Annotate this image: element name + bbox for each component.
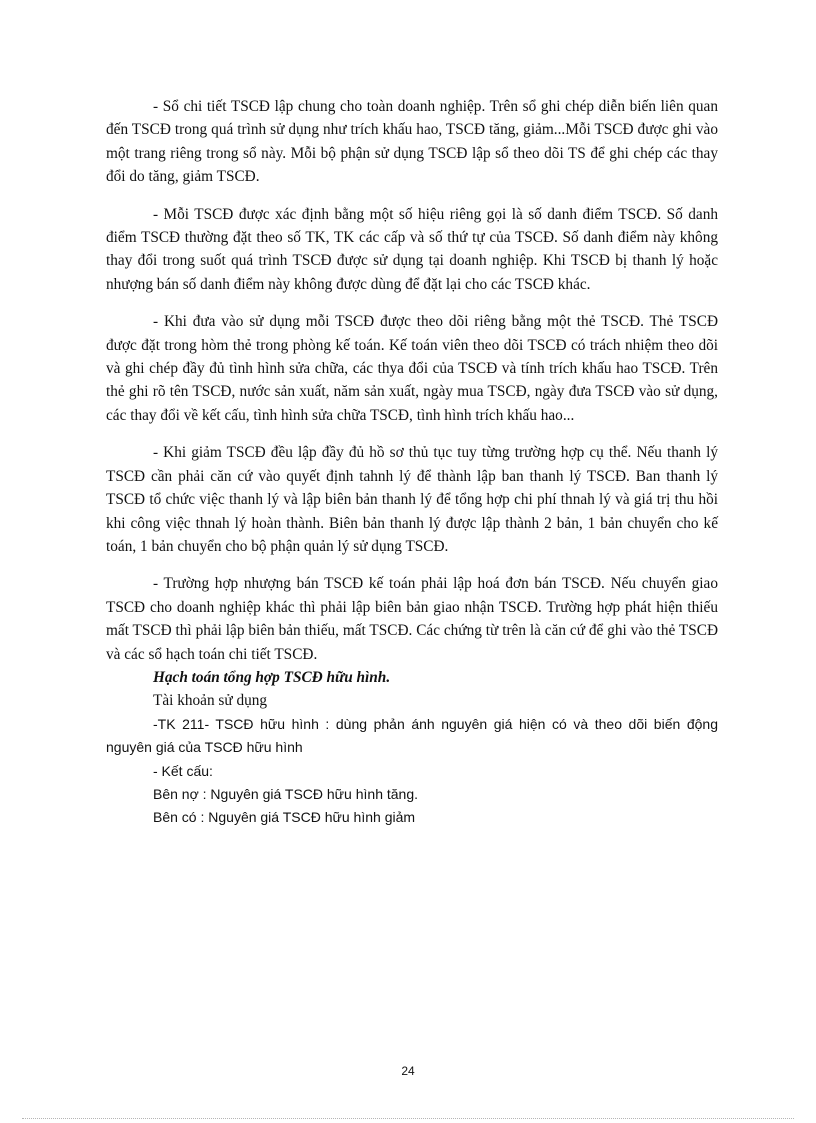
document-body [106, 95, 718, 830]
paragraph-asset-disposal: - Khi giảm TSCĐ đều lập đầy đủ hồ sơ thủ tục tuy từng trường hợp cụ thể. Nếu thanh lý TSCĐ cần phải căn cứ vào quyết định tahnh lý để thành lập ban thanh lý TSCĐ. Ban thanh lý TSCĐ tổ chức việc thanh lý và lập biên bản thanh lý để tổng hợp chi phí thnah lý và giá trị thu hồi khi công việc thnah lý hoàn thành. Biên bản thanh lý được lập thành 2 bản, 1 bản chuyển cho kế toán, 1 bản chuyển cho bộ phận quản lý sử dụng TSCĐ. [106, 444, 718, 555]
section-heading: Hạch toán tổng hợp TSCĐ hữu hình. [153, 668, 391, 686]
page-number: 24 [401, 1064, 415, 1078]
structure-label: - Kết cấu: [153, 762, 213, 779]
credit-side-line: Bên có : Nguyên giá TSCĐ hữu hình giảm [153, 809, 416, 826]
account-description: -TK 211- TSCĐ hữu hình : dùng phản ánh nguyên giá hiện có và theo dõi biến động nguyên giá của TSCĐ hữu hình [106, 715, 718, 756]
paragraph-asset-code: - Mỗi TSCĐ được xác định bằng một số hiệu riêng gọi là số danh điểm TSCĐ. Số danh điểm TSCĐ thường đặt theo số TK, TK các cấp và số thứ tự của TSCĐ. Số danh điểm này không thay đổi trong suốt quá trình TSCĐ được sử dụng tại doanh nghiệp. Khi TSCĐ bị thanh lý hoặc nhượng bán số danh điểm này không được dùng để đặt lại cho các TSCĐ khác. [106, 205, 718, 293]
page-bottom-rule [22, 1118, 794, 1119]
debit-side-line: Bên nợ : Nguyên giá TSCĐ hữu hình tăng. [153, 785, 419, 802]
paragraph-asset-card: - Khi đưa vào sử dụng mỗi TSCĐ được theo dõi riêng bằng một thẻ TSCĐ. Thẻ TSCĐ được đặt trong hòm thẻ trong phòng kế toán. Kế toán viên theo dõi TSCĐ có trách nhiệm theo dõi và ghi chép đầy đủ tình hình sửa chữa, các thya đổi của TSCĐ và tính trích khấu hao TSCĐ. Trên thẻ ghi rõ tên TSCĐ, nước sản xuất, năm sản xuất, ngày mua TSCĐ, ngày đưa TSCĐ vào sử dụng, các thay đổi về kết cấu, tình hình sửa chữa TSCĐ, tình hình trích khấu hao... [106, 313, 718, 424]
paragraph-asset-transfer: - Trường hợp nhượng bán TSCĐ kế toán phải lập hoá đơn bán TSCĐ. Nếu chuyển giao TSCĐ cho doanh nghiệp khác thì phải lập biên bản giao nhận TSCĐ. Trường hợp phát hiện thiếu mất TSCĐ thì phải lập biên bản thiếu, mất TSCĐ. Các chứng từ trên là căn cứ để ghi vào thẻ TSCĐ và các sổ hạch toán chi tiết TSCĐ. [106, 575, 718, 663]
account-label: Tài khoản sử dụng [153, 692, 268, 710]
paragraph-ledger: - Sổ chi tiết TSCĐ lập chung cho toàn doanh nghiệp. Trên sổ ghi chép diễn biến liên quan đến TSCĐ trong quá trình sử dụng như trích khấu hao, TSCĐ tăng, giảm...Mỗi TSCĐ được ghi vào một trang riêng trong sổ này. Mỗi bộ phận sử dụng TSCĐ lập sổ theo dõi TS để ghi chép các thay đổi do tăng, giảm TSCĐ. [106, 98, 718, 186]
